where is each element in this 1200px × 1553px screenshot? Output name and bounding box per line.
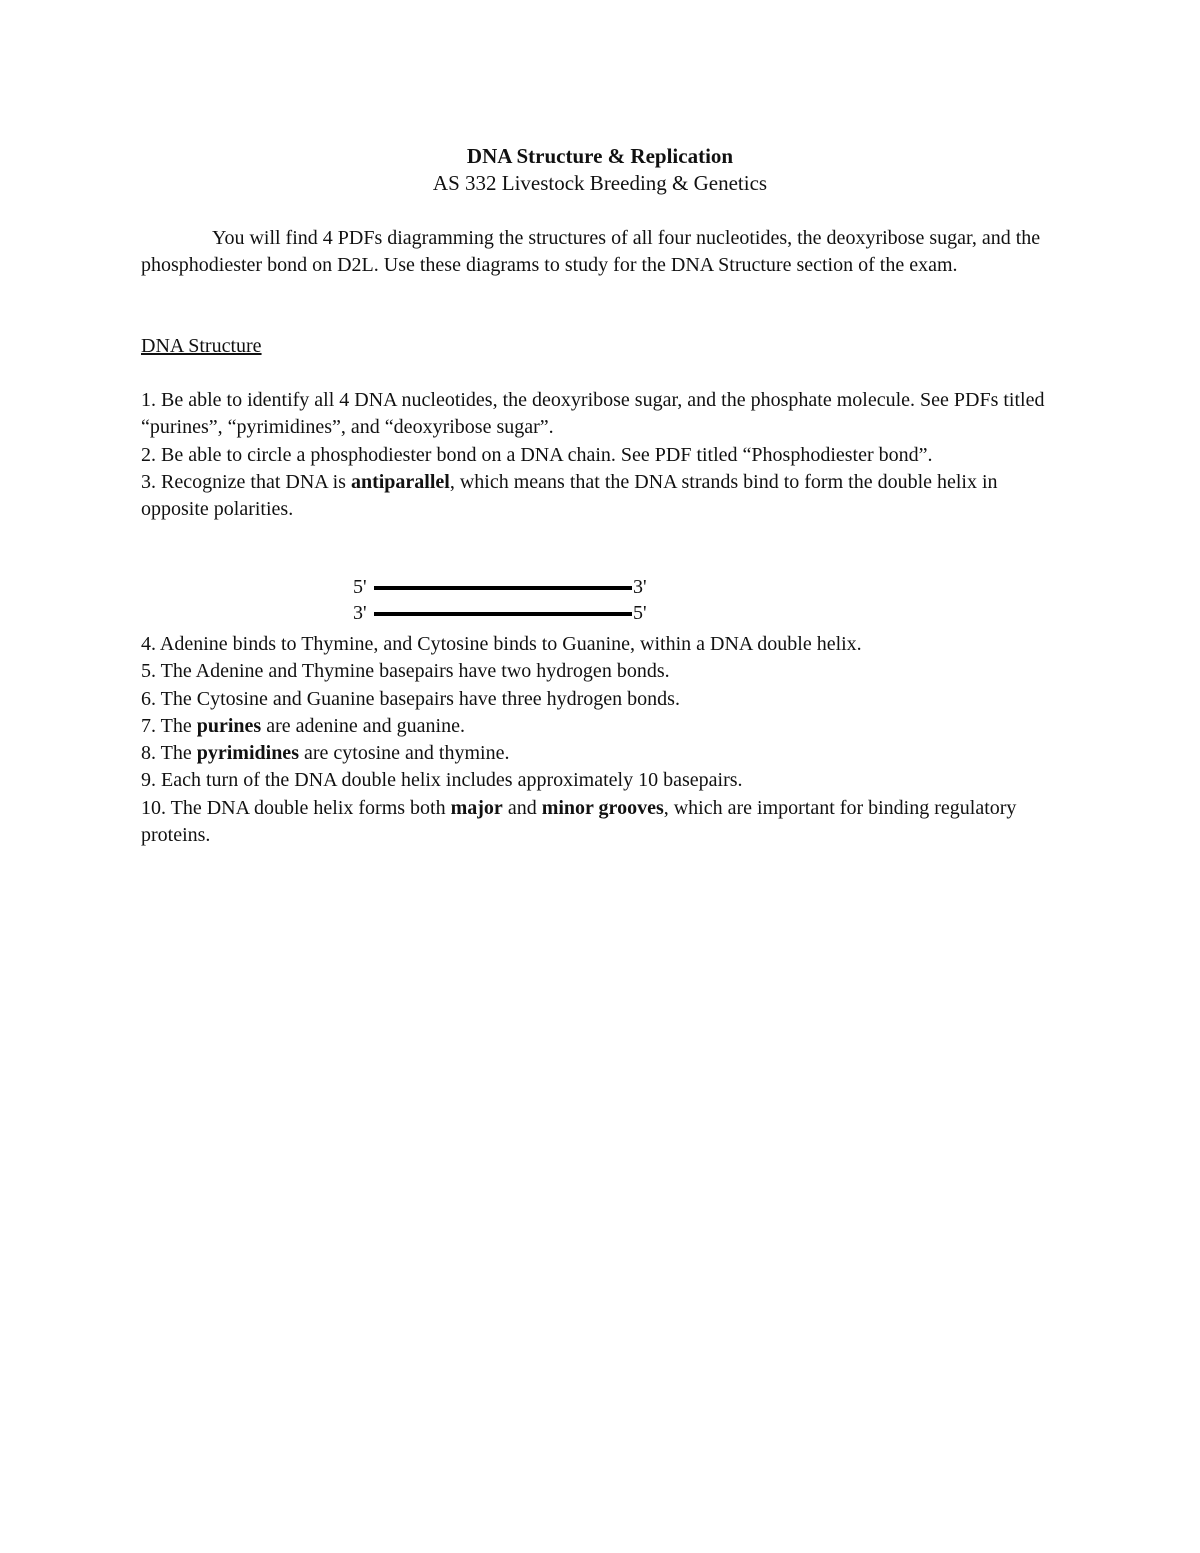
- list-item-number: 8.: [141, 742, 156, 765]
- section-heading: DNA Structure: [141, 335, 262, 357]
- list-item-number: 7.: [141, 714, 156, 737]
- list-item: [141, 795, 1066, 850]
- list-item-number: 2.: [141, 443, 156, 466]
- strand-bottom-right-end: 5': [633, 602, 647, 624]
- list-item-number: 9.: [141, 769, 156, 792]
- list-item-number: 5.: [141, 660, 156, 683]
- list-item-text: The: [160, 742, 197, 765]
- study-list-part-1: [141, 387, 1066, 523]
- strand-bottom-line: [374, 612, 632, 616]
- list-item-text: Be able to identify all 4 DNA nucleotides, the deoxyribose sugar, and the phosphate molecule. See PDFs titled “purines”, “pyrimidines”, and “deoxyribose sugar”.: [141, 389, 1045, 439]
- strand-top-line: [374, 586, 632, 590]
- list-item-text: The Cytosine and Guanine basepairs have three hydrogen bonds.: [160, 687, 680, 710]
- document-subtitle: AS 332 Livestock Breeding & Genetics: [432, 171, 768, 195]
- intro-paragraph: You will find 4 PDFs diagramming the structures of all four nucleotides, the deoxyribose sugar, and the phosphodiester bond on D2L. Use these diagrams to study for the DNA Structure section of the exam.: [141, 227, 1041, 277]
- list-item-text: , which means that the DNA strands bind to form the double helix in opposite polarities.: [141, 470, 998, 521]
- strand-top-right-end: 3': [633, 576, 647, 598]
- list-item-number: 3.: [141, 470, 156, 493]
- list-item: [141, 767, 1066, 794]
- list-item-text: , which are important for binding regulatory proteins.: [141, 796, 1017, 847]
- list-item-term: minor grooves: [541, 796, 664, 819]
- list-item-number: 6.: [141, 687, 156, 710]
- list-item: [141, 658, 1066, 685]
- strand-top-left-end: 5': [353, 576, 367, 598]
- strand-top: [350, 574, 670, 600]
- list-item-term: purines: [196, 714, 262, 737]
- list-item-text: The DNA double helix forms both: [170, 796, 451, 819]
- list-item-text: and: [502, 796, 542, 819]
- list-item-term: antiparallel: [350, 470, 450, 493]
- list-item: [141, 442, 1066, 469]
- list-item-text: The Adenine and Thymine basepairs have two hydrogen bonds.: [160, 660, 670, 683]
- list-item-text: Adenine binds to Thymine, and Cytosine binds to Guanine, within a DNA double helix.: [159, 633, 862, 655]
- list-item-text: The: [160, 714, 197, 737]
- list-item: [141, 387, 1066, 442]
- list-item: [141, 740, 1066, 767]
- list-item-term: pyrimidines: [196, 742, 299, 765]
- document-title: DNA Structure & Replication: [466, 144, 734, 168]
- list-item-text: are cytosine and thymine.: [298, 742, 510, 765]
- antiparallel-diagram: [350, 574, 670, 630]
- list-item-text: Recognize that DNA is: [161, 470, 351, 493]
- list-item-number: 1.: [141, 389, 156, 411]
- strand-bottom: [350, 600, 670, 626]
- list-item: [141, 686, 1066, 713]
- list-item-term: major: [450, 796, 503, 819]
- list-item: [141, 631, 1066, 658]
- study-list-part-2: [141, 631, 1066, 849]
- list-item-text: are adenine and guanine.: [261, 714, 465, 737]
- list-item: [141, 469, 1066, 524]
- list-item-number: 4.: [141, 633, 156, 655]
- strand-bottom-left-end: 3': [353, 602, 367, 624]
- list-item: [141, 713, 1066, 740]
- list-item-number: 10.: [141, 796, 166, 819]
- list-item-text: Each turn of the DNA double helix includes approximately 10 basepairs.: [161, 769, 743, 792]
- list-item-text: Be able to circle a phosphodiester bond on a DNA chain. See PDF titled “Phosphodiester bond”.: [161, 443, 933, 466]
